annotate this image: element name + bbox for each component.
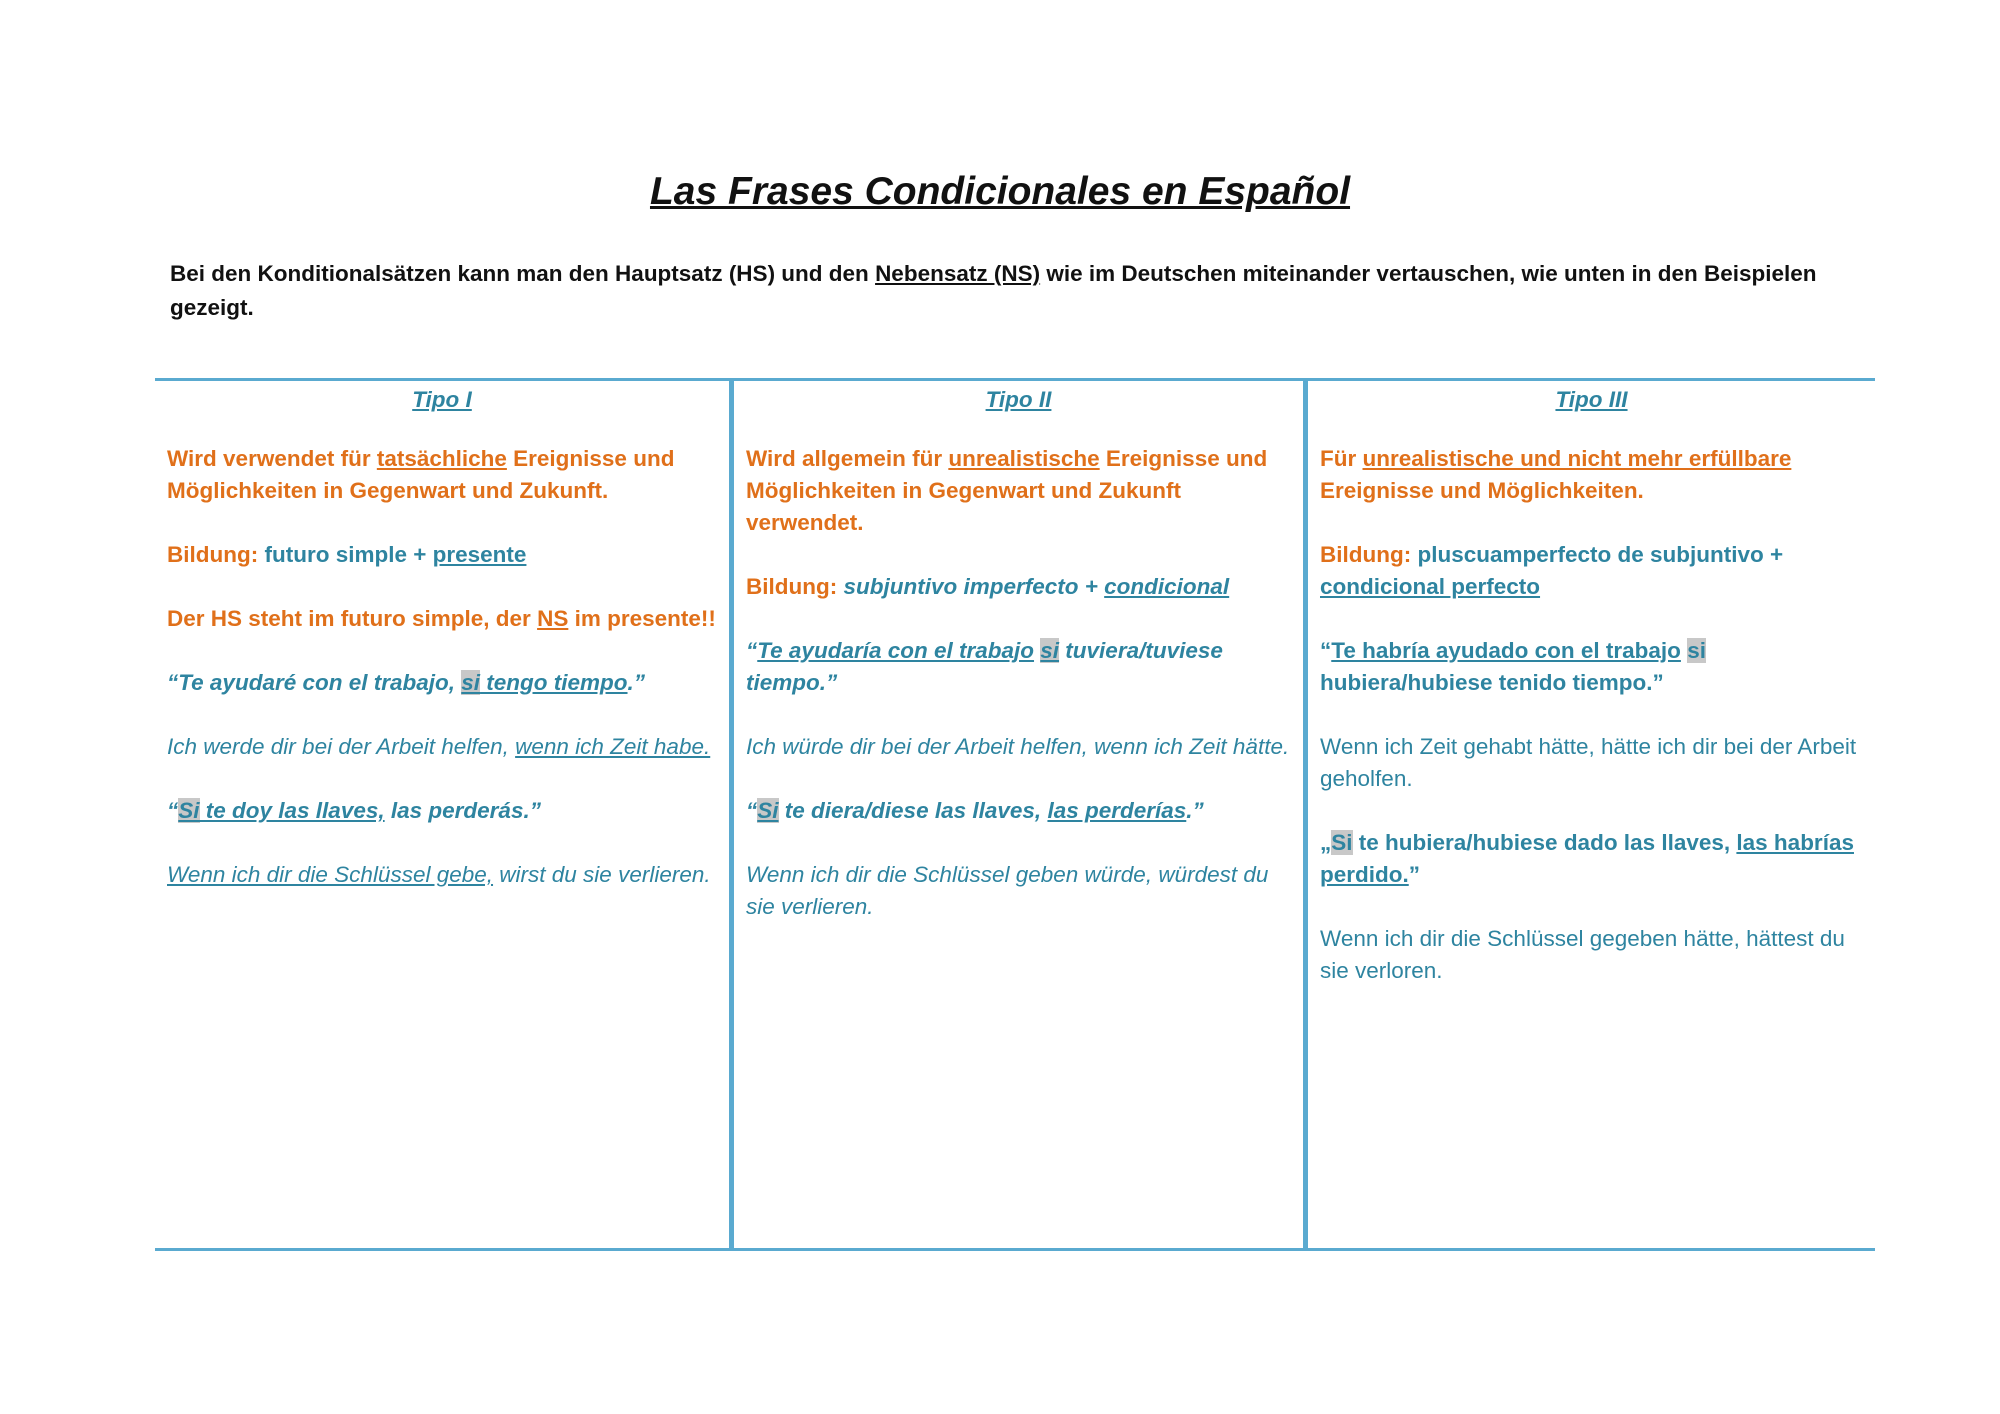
usage-description: Für unrealistische und nicht mehr erfüllbare Ereignisse und Möglichkeiten. (1320, 446, 1792, 503)
example-1: “Te habría ayudado con el trabajo si hubiera/hubiese tenido tiempo.” (1320, 638, 1706, 695)
usage-description: Wird allgemein für unrealistische Ereignisse und Möglichkeiten in Gegenwart und Zukunft verwendet. (746, 446, 1268, 535)
column-tipo-1 (155, 381, 729, 1248)
translation-1: Ich würde dir bei der Arbeit helfen, wenn ich Zeit hätte. (746, 734, 1290, 759)
example-1: “Te ayudaré con el trabajo, si tengo tiempo.” (167, 670, 646, 695)
translation-1: Ich werde dir bei der Arbeit helfen, wenn ich Zeit habe. (167, 734, 711, 759)
column-tipo-3 (1303, 381, 1875, 1248)
translation-2: Wenn ich dir die Schlüssel gegeben hätte, hättest du sie verloren. (1320, 926, 1845, 983)
tense-note: Der HS steht im futuro simple, der NS im presente!! (167, 606, 716, 631)
conditional-types-table (155, 378, 1875, 1251)
column-heading: Tipo II (985, 387, 1052, 412)
page-title: Las Frases Condicionales en Español (649, 170, 1351, 213)
column-heading: Tipo III (1555, 387, 1628, 412)
example-1: “Te ayudaría con el trabajo si tuviera/tuviese tiempo.” (746, 638, 1223, 695)
formation-rule: Bildung: futuro simple + presente (167, 542, 527, 567)
column-tipo-2 (729, 381, 1303, 1248)
translation-1: Wenn ich Zeit gehabt hätte, hätte ich dir bei der Arbeit geholfen. (1320, 734, 1857, 791)
example-2: „Si te hubiera/hubiese dado las llaves, las habrías perdido.” (1320, 830, 1854, 887)
translation-2: Wenn ich dir die Schlüssel gebe, wirst du sie verlieren. (167, 862, 711, 887)
intro-paragraph: Bei den Konditionalsätzen kann man den Hauptsatz (HS) und den Nebensatz (NS) wie im Deutschen miteinander vertauschen, wie unten in den Beispielen gezeigt. (170, 261, 1817, 320)
translation-2: Wenn ich dir die Schlüssel geben würde, würdest du sie verlieren. (746, 862, 1269, 919)
formation-rule: Bildung: subjuntivo imperfecto + condicional (746, 574, 1230, 599)
usage-description: Wird verwendet für tatsächliche Ereignisse und Möglichkeiten in Gegenwart und Zukunft. (167, 446, 675, 503)
formation-rule: Bildung: pluscuamperfecto de subjuntivo + condicional perfecto (1320, 542, 1784, 599)
example-2: “Si te doy las llaves, las perderás.” (167, 798, 541, 823)
example-2: “Si te diera/diese las llaves, las perderías.” (746, 798, 1204, 823)
column-heading: Tipo I (412, 387, 472, 412)
